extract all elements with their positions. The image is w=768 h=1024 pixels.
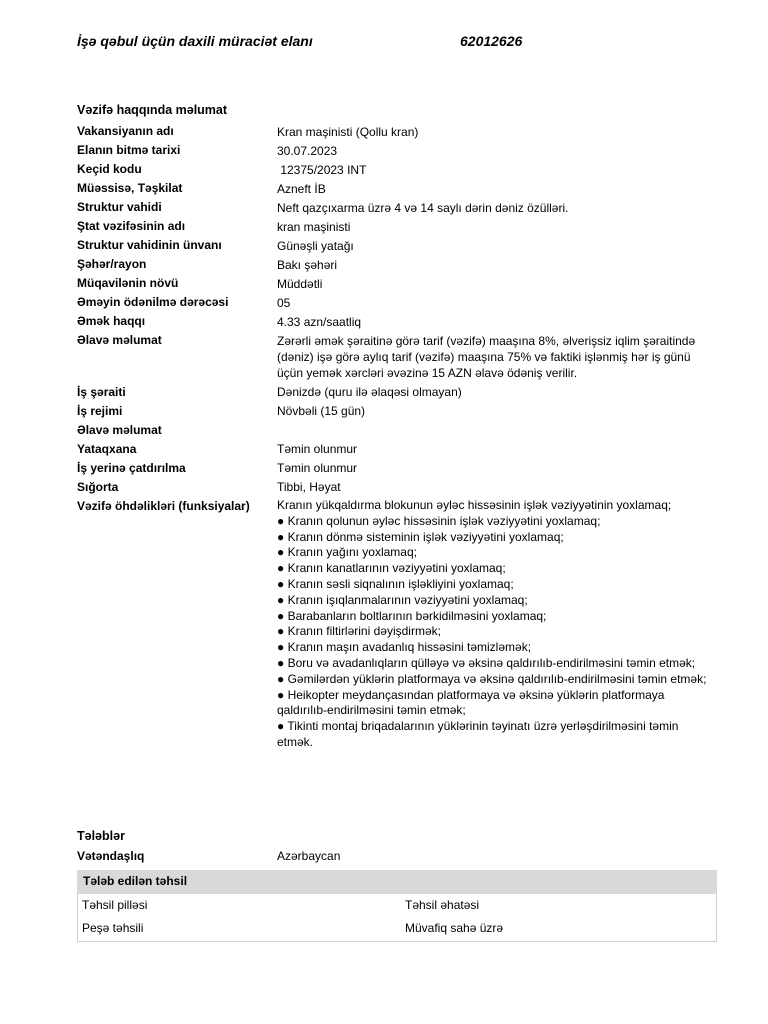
field-label: Əlavə məlumat — [77, 422, 162, 437]
field-row-salary — [77, 312, 717, 331]
field-value: 30.07.2023 — [277, 143, 338, 158]
document-title: İşə qəbul üçün daxili müraciət elanı — [77, 33, 313, 49]
list-item: ● Kranın maşın avadanlıq hissəsini təmizləmək; — [277, 640, 532, 655]
field-value: Azneft İB — [277, 181, 326, 196]
education-table — [77, 894, 717, 942]
field-value: Kran maşinisti (Qollu kran) — [277, 124, 419, 139]
field-label: Vakansiyanın adı — [77, 124, 174, 138]
field-label: Struktur vahidinin ünvanı — [77, 238, 222, 252]
citizenship-value: Azərbaycan — [277, 849, 341, 863]
field-label: Ştat vəzifəsinin adı — [77, 219, 186, 233]
field-label: Şəhər/rayon — [77, 257, 147, 271]
field-label: İş şəraiti — [77, 384, 126, 399]
duties-value — [277, 497, 717, 751]
field-label: Sığorta — [77, 479, 119, 494]
list-item: ● Tikinti montaj briqadalarının yüklərinin təyinatı üzrə yerləşdirilməsini təmin etmək. — [277, 719, 679, 749]
education-title: Tələb edilən təhsil — [77, 870, 717, 894]
list-item: ● Kranın filtirlərini dəyişdirmək; — [277, 624, 441, 639]
list-item: ● Gəmilərdən yüklərin platformaya və əksinə qaldırılıb-endirilməsini təmin etmək; — [277, 671, 707, 686]
field-value: Növbəli (15 gün) — [277, 404, 366, 418]
field-value: 4.33 azn/saatliq — [277, 314, 362, 329]
field-label: İş rejimi — [77, 403, 123, 418]
citizenship-row — [77, 848, 340, 864]
field-row-pay-grade — [77, 293, 717, 312]
list-item: ● Boru və avadanlıqların qülləyə və əksinə qaldırılıb-endirilməsini təmin etmək; — [277, 655, 696, 670]
field-value: Təmin olunmur — [277, 461, 358, 475]
field-row-end-date — [77, 141, 717, 160]
list-item: ● Kranın dönmə sisteminin işlək vəziyyətini yoxlamaq; — [277, 529, 564, 544]
field-label: Əmək haqqı — [77, 314, 146, 328]
list-item: ● Kranın yağını yoxlamaq; — [277, 545, 417, 560]
field-row-insurance — [77, 478, 717, 497]
table-header-cell: Təhsil əhatəsi — [405, 898, 480, 912]
field-label: Əməyin ödənilmə dərəcəsi — [77, 295, 229, 309]
table-row — [78, 917, 716, 940]
field-label: Struktur vahidi — [77, 200, 162, 214]
field-label: İş yerinə çatdırılma — [77, 460, 186, 475]
field-label: Əlavə məlumat — [77, 333, 162, 347]
field-label: Keçid kodu — [77, 162, 142, 176]
field-value: Bakı şəhəri — [277, 257, 338, 272]
field-value: 05 — [277, 295, 291, 310]
table-header-cell: Təhsil pilləsi — [82, 898, 148, 912]
field-value: Dənizdə (quru ilə əlaqəsi olmayan) — [277, 385, 462, 399]
field-value: Tibbi, Həyat — [277, 480, 341, 494]
field-row-work-schedule — [77, 402, 717, 421]
field-value: Günəşli yatağı — [277, 238, 354, 253]
field-value: Neft qazçıxarma üzrə 4 və 14 saylı dərin dəniz özülləri. — [277, 200, 569, 215]
field-label: Müəssisə, Təşkilat — [77, 181, 183, 195]
list-item: ● Kranın qolunun əyləc hissəsinin işlək vəziyyətini yoxlamaq; — [277, 513, 601, 528]
duties-label: Vəzifə öhdəlikləri (funksiyalar) — [77, 498, 250, 513]
table-cell: Peşə təhsili — [82, 921, 144, 935]
table-cell: Müvafiq sahə üzrə — [405, 921, 504, 935]
list-item: ● Barabanların boltlarının bərkidilməsini yoxlamaq; — [277, 608, 547, 623]
field-row-vacancy — [77, 122, 717, 141]
field-row-city — [77, 255, 717, 274]
field-value — [277, 421, 717, 440]
list-item: ● Heikopter meydançasından platformaya və əksinə yüklərin platformaya qaldırılıb-endirilməsini təmin etmək; — [277, 687, 665, 718]
field-row-staff-position — [77, 217, 717, 236]
field-row-unit-address — [77, 236, 717, 255]
field-value: Zərərli əmək şəraitinə görə tarif (vəzifə) maaşına 8%, əlverişsiz iqlim şəraitində (dəniz) işə görə aylıq tarif (vəzifə) maaşına 75% və faktiki işlənmiş hər iş günü üçün yemək xərcləri əvəzinə 15 AZN əlavə ödəniş verilir. — [277, 333, 696, 380]
field-row-additional-info-2 — [77, 421, 717, 440]
table-header-row — [78, 894, 716, 917]
field-row-additional-info — [77, 331, 717, 383]
field-label: Müqavilənin növü — [77, 276, 179, 290]
position-info — [77, 122, 717, 751]
field-value: Müddətli — [277, 276, 323, 291]
field-value: 12375/2023 INT — [277, 162, 367, 177]
citizenship-label: Vətəndaşlıq — [77, 849, 145, 863]
field-row-code — [77, 160, 717, 179]
field-label: Elanın bitmə tarixi — [77, 143, 181, 157]
list-item: ● Kranın işıqlanmalarının vəziyyətini yoxlamaq; — [277, 592, 528, 607]
requirements-title: Tələblər — [77, 829, 125, 843]
document-code: 62012626 — [460, 33, 523, 49]
field-row-duties — [77, 497, 717, 751]
field-label: Yataqxana — [77, 441, 137, 456]
field-row-contract-type — [77, 274, 717, 293]
field-row-transport — [77, 459, 717, 478]
field-row-organization — [77, 179, 717, 198]
field-value: kran maşinisti — [277, 219, 351, 234]
field-row-structural-unit — [77, 198, 717, 217]
list-item: ● Kranın səsli siqnalının işləkliyini yoxlamaq; — [277, 576, 514, 591]
list-item: Kranın yükqaldırma blokunun əyləc hissəsinin işlək vəziyyətinin yoxlamaq; — [277, 498, 672, 512]
duties-list — [277, 498, 717, 751]
list-item: ● Kranın kanatlarının vəziyyətini yoxlamaq; — [277, 561, 506, 576]
field-row-work-conditions — [77, 383, 717, 402]
field-value: Təmin olunmur — [277, 442, 358, 456]
section-title: Vəzifə haqqında məlumat — [77, 103, 228, 117]
field-row-dormitory — [77, 440, 717, 459]
